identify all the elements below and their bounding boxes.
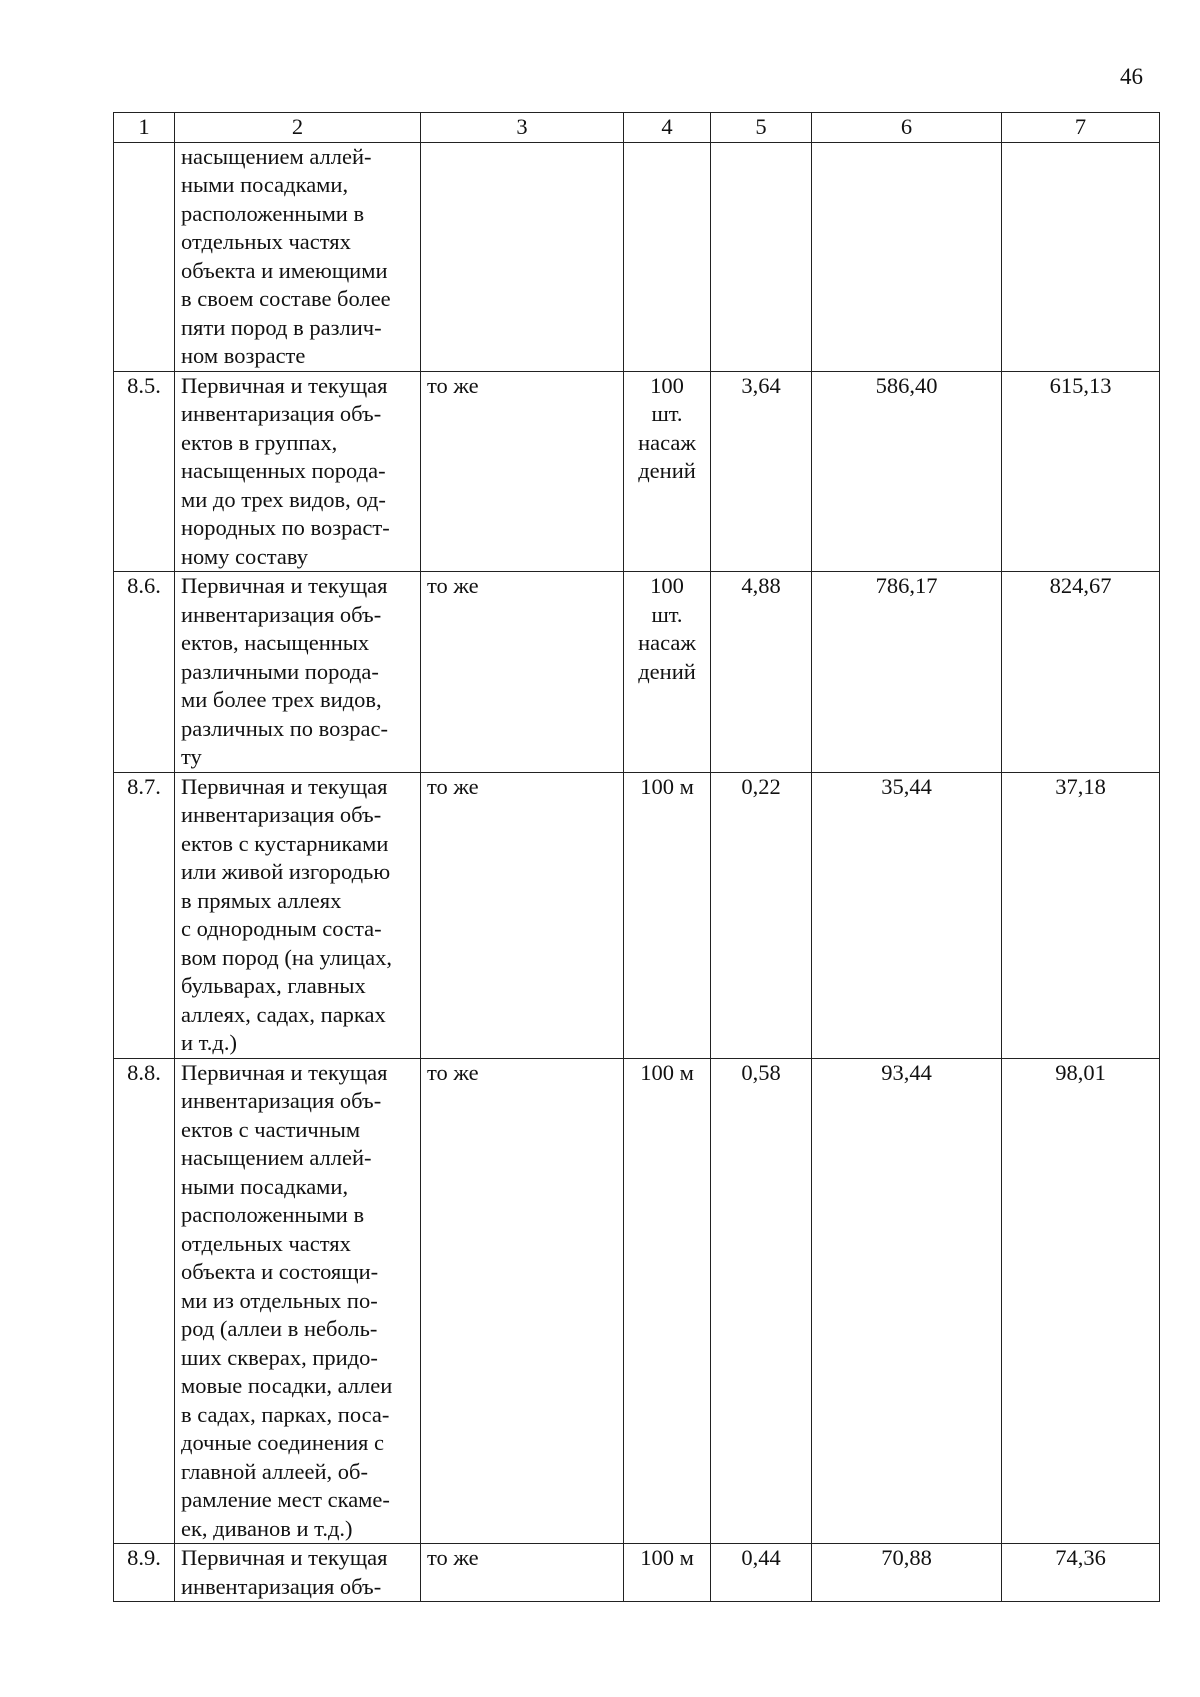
unit-cell xyxy=(624,1544,711,1602)
column-6-cell: 93,44 xyxy=(812,1058,1002,1544)
work-description-cell-line: Первичная и текущая xyxy=(181,1545,388,1570)
unit-cell-line: дений xyxy=(638,658,696,684)
work-description-cell-line: инвентаризация объ- xyxy=(181,1088,382,1113)
item-number-cell xyxy=(114,142,175,371)
item-number-cell: 8.8. xyxy=(114,1058,175,1544)
work-description-cell-line: ми до трех видов, од- xyxy=(181,486,386,512)
work-description-cell-line: вом пород (на улицах, xyxy=(181,944,392,970)
unit-cell xyxy=(624,572,711,773)
column-3-cell: то же xyxy=(421,1544,624,1602)
table-row xyxy=(114,1544,1160,1602)
column-number-row xyxy=(114,113,1160,143)
work-description-cell-line: ектов, насыщенных xyxy=(181,630,370,655)
column-6-cell xyxy=(812,142,1002,371)
work-description-cell-line: пяти пород в различ- xyxy=(181,314,382,340)
column-3-cell: то же xyxy=(421,371,624,572)
work-description-cell-line: объекта и состоящи- xyxy=(181,1259,379,1284)
work-description-cell-line: ном возрасте xyxy=(181,343,306,368)
work-description-cell-line: отдельных частях xyxy=(181,229,351,254)
column-number-7: 7 xyxy=(1002,113,1160,143)
work-description-cell-line: насыщением аллей- xyxy=(181,143,372,169)
column-3-cell: то же xyxy=(421,572,624,773)
column-5-cell: 4,88 xyxy=(711,572,812,773)
column-5-cell: 3,64 xyxy=(711,371,812,572)
table-row xyxy=(114,1058,1160,1544)
column-5-cell: 0,58 xyxy=(711,1058,812,1544)
work-description-cell-line: насыщенных порода- xyxy=(181,458,386,483)
table-row xyxy=(114,772,1160,1058)
unit-cell-line: 100 xyxy=(650,573,684,598)
work-description-cell xyxy=(175,142,421,371)
column-number-5: 5 xyxy=(711,113,812,143)
unit-cell-line: насаж xyxy=(638,630,696,655)
column-number-2: 2 xyxy=(175,113,421,143)
work-description-cell-line: в садах, парках, поса- xyxy=(181,1401,390,1427)
work-description-cell-line: инвентаризация объ- xyxy=(181,401,382,426)
work-description-cell-line: нородных по возраст- xyxy=(181,515,390,540)
work-description-cell-line: бульварах, главных xyxy=(181,973,366,998)
work-description-cell-line: род (аллеи в неболь- xyxy=(181,1316,378,1341)
work-description-cell-line: главной аллеей, об- xyxy=(181,1458,368,1484)
column-6-cell: 586,40 xyxy=(812,371,1002,572)
work-description-cell-line: ектов в группах, xyxy=(181,429,338,455)
column-7-cell: 98,01 xyxy=(1002,1058,1160,1544)
work-description-cell-line: ек, диванов и т.д.) xyxy=(181,1515,353,1541)
work-description-cell-line: Первичная и текущая xyxy=(181,573,388,598)
column-7-cell: 74,36 xyxy=(1002,1544,1160,1602)
table-body xyxy=(114,142,1160,1602)
work-description-cell-line: инвентаризация объ- xyxy=(181,802,382,827)
unit-cell xyxy=(624,142,711,371)
unit-cell-line: насаж xyxy=(638,429,696,455)
column-3-cell xyxy=(421,142,624,371)
work-description-cell xyxy=(175,772,421,1058)
unit-cell xyxy=(624,1058,711,1544)
column-6-cell: 786,17 xyxy=(812,572,1002,773)
unit-cell-line: 100 м xyxy=(640,1059,694,1085)
work-description-cell-line: Первичная и текущая xyxy=(181,1059,388,1085)
unit-cell-line: 100 м xyxy=(640,1545,694,1570)
work-description-cell xyxy=(175,371,421,572)
column-5-cell: 0,22 xyxy=(711,772,812,1058)
work-description-cell-line: ному составу xyxy=(181,543,308,569)
column-7-cell: 37,18 xyxy=(1002,772,1160,1058)
work-description-cell-line: насыщением аллей- xyxy=(181,1145,372,1170)
work-description-cell-line: инвентаризация объ- xyxy=(181,601,382,627)
work-description-cell-line: дочные соединения с xyxy=(181,1430,384,1455)
work-description-cell-line: расположенными в xyxy=(181,1202,365,1227)
column-6-cell: 35,44 xyxy=(812,772,1002,1058)
unit-cell-line: 100 xyxy=(650,372,684,398)
table-row xyxy=(114,371,1160,572)
work-description-cell-line: ектов с частичным xyxy=(181,1116,361,1142)
work-description-cell-line: ми из отдельных по- xyxy=(181,1287,378,1313)
item-number-cell: 8.9. xyxy=(114,1544,175,1602)
work-description-cell-line: в своем составе более xyxy=(181,286,391,311)
work-description-cell-line: ших скверах, придо- xyxy=(181,1344,378,1370)
column-number-1: 1 xyxy=(114,113,175,143)
work-description-cell xyxy=(175,572,421,773)
column-3-cell: то же xyxy=(421,772,624,1058)
work-description-cell-line: различных по возрас- xyxy=(181,715,388,741)
work-description-cell-line: ектов с кустарниками xyxy=(181,830,389,856)
column-number-6: 6 xyxy=(812,113,1002,143)
column-7-cell: 615,13 xyxy=(1002,371,1160,572)
work-description-cell-line: ными посадками, xyxy=(181,172,349,197)
column-3-cell: то же xyxy=(421,1058,624,1544)
item-number-cell: 8.7. xyxy=(114,772,175,1058)
column-number-4: 4 xyxy=(624,113,711,143)
work-description-cell-line: Первичная и текущая xyxy=(181,372,388,398)
column-number-3: 3 xyxy=(421,113,624,143)
column-5-cell xyxy=(711,142,812,371)
work-description-cell-line: в прямых аллеях xyxy=(181,887,342,913)
unit-cell-line: шт. xyxy=(651,401,683,426)
unit-cell-line: шт. xyxy=(651,601,683,627)
work-description-cell-line: различными порода- xyxy=(181,658,379,684)
item-number-cell: 8.5. xyxy=(114,371,175,572)
rates-table xyxy=(113,112,1160,1602)
table-row xyxy=(114,142,1160,371)
work-description-cell xyxy=(175,1544,421,1602)
work-description-cell-line: аллеях, садах, парках xyxy=(181,1001,386,1027)
work-description-cell-line: с однородным соста- xyxy=(181,916,382,941)
column-7-cell xyxy=(1002,142,1160,371)
work-description-cell-line: объекта и имеющими xyxy=(181,257,388,283)
unit-cell-line: 100 м xyxy=(640,773,694,799)
page-number: 46 xyxy=(1120,64,1143,89)
work-description-cell-line: Первичная и текущая xyxy=(181,773,388,799)
work-description-cell-line: расположенными в xyxy=(181,200,365,226)
work-description-cell-line: инвентаризация объ- xyxy=(181,1573,382,1599)
work-description-cell-line: отдельных частях xyxy=(181,1230,351,1256)
column-7-cell: 824,67 xyxy=(1002,572,1160,773)
column-5-cell: 0,44 xyxy=(711,1544,812,1602)
work-description-cell-line: рамление мест скаме- xyxy=(181,1487,390,1512)
work-description-cell-line: ту xyxy=(181,744,202,769)
work-description-cell xyxy=(175,1058,421,1544)
work-description-cell-line: ными посадками, xyxy=(181,1173,349,1199)
table-row xyxy=(114,572,1160,773)
unit-cell-line: дений xyxy=(638,458,696,483)
work-description-cell-line: и т.д.) xyxy=(181,1030,237,1055)
work-description-cell-line: или живой изгородью xyxy=(181,859,391,884)
unit-cell xyxy=(624,772,711,1058)
item-number-cell: 8.6. xyxy=(114,572,175,773)
column-6-cell: 70,88 xyxy=(812,1544,1002,1602)
work-description-cell-line: мовые посадки, аллеи xyxy=(181,1373,393,1398)
work-description-cell-line: ми более трех видов, xyxy=(181,687,382,712)
unit-cell xyxy=(624,371,711,572)
